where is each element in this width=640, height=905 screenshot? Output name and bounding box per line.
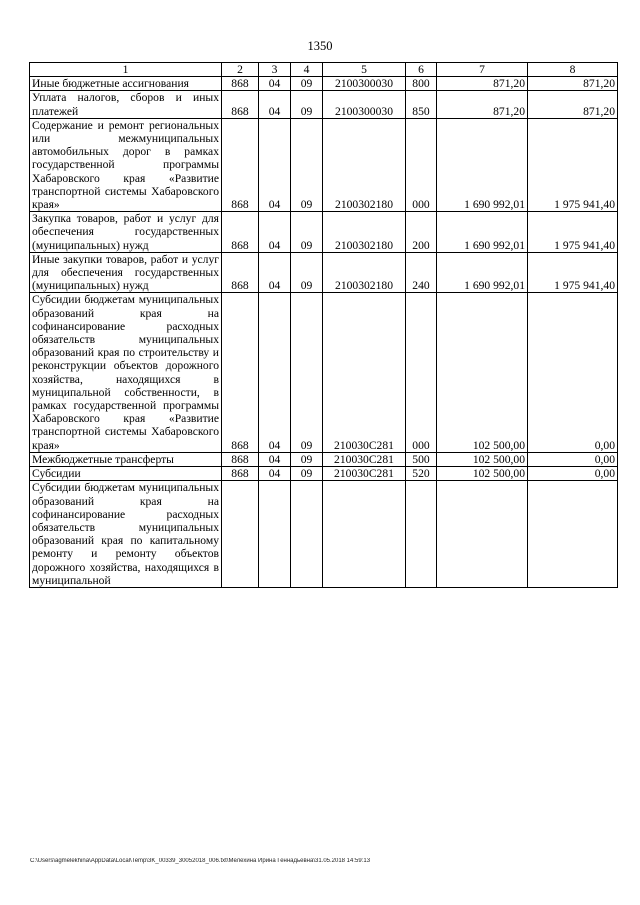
section-code: 04 <box>259 293 291 452</box>
section-code: 04 <box>259 77 291 91</box>
file-path-footer: C:\Users\agmelekhina\AppData\Local\Temp\3K_00339_30052018_006.txt\Мелехина Ирина Геннадьевна\31.05.2018 14:59:13 <box>30 858 371 864</box>
subsection-code: 09 <box>291 91 323 118</box>
item-name: Уплата налогов, сборов и иных платежей <box>30 91 222 118</box>
section-code: 04 <box>259 252 291 293</box>
item-name: Субсидии бюджетам муниципальных образований края на софинансирование расходных обязательств муниципальных образований края по капитальному ремонту и ремонту объектов дорожного хозяйства, находящихся в муниципальной <box>30 481 222 588</box>
ministry-code: 868 <box>222 293 259 452</box>
amount-year-1: 1 690 992,01 <box>437 252 528 293</box>
table-row <box>30 91 618 118</box>
page-number: 1350 <box>307 39 333 53</box>
table-row <box>30 467 618 481</box>
table-row <box>30 293 618 452</box>
section-code: 04 <box>259 212 291 253</box>
budget-table <box>29 62 618 588</box>
amount-year-2: 871,20 <box>528 91 618 118</box>
target-item-code: 2100302180 <box>323 212 406 253</box>
expense-type-code: 240 <box>406 252 437 293</box>
ministry-code: 868 <box>222 467 259 481</box>
expense-type-code: 200 <box>406 212 437 253</box>
subsection-code: 09 <box>291 293 323 452</box>
subsection-code: 09 <box>291 252 323 293</box>
subsection-code: 09 <box>291 118 323 211</box>
expense-type-code: 800 <box>406 77 437 91</box>
ministry-code: 868 <box>222 91 259 118</box>
table-row <box>30 77 618 91</box>
table-header-row <box>30 63 618 77</box>
expense-type-code: 500 <box>406 452 437 466</box>
column-header: 5 <box>323 63 406 77</box>
amount-year-2: 0,00 <box>528 293 618 452</box>
item-name: Субсидии <box>30 467 222 481</box>
subsection-code: 09 <box>291 467 323 481</box>
section-code: 04 <box>259 118 291 211</box>
column-header: 1 <box>30 63 222 77</box>
target-item-code: 2100300030 <box>323 77 406 91</box>
item-name: Субсидии бюджетам муниципальных образований края на софинансирование расходных обязательств муниципальных образований края по строительству и реконструкции объектов дорожного хозяйства, находящихся в муниципальной собственности, в рамках государственной программы Хабаровского края «Развитие транспортной системы Хабаровского края» <box>30 293 222 452</box>
amount-year-2: 1 975 941,40 <box>528 118 618 211</box>
table-row <box>30 252 618 293</box>
section-code: 04 <box>259 452 291 466</box>
subsection-code: 09 <box>291 77 323 91</box>
column-header: 8 <box>528 63 618 77</box>
table-row <box>30 212 618 253</box>
amount-year-2: 1 975 941,40 <box>528 212 618 253</box>
amount-year-1: 102 500,00 <box>437 293 528 452</box>
expense-type-code <box>406 481 437 588</box>
ministry-code: 868 <box>222 452 259 466</box>
subsection-code <box>291 481 323 588</box>
table-row <box>30 452 618 466</box>
amount-year-1: 102 500,00 <box>437 452 528 466</box>
amount-year-1: 871,20 <box>437 77 528 91</box>
expense-type-code: 000 <box>406 118 437 211</box>
ministry-code: 868 <box>222 118 259 211</box>
section-code: 04 <box>259 467 291 481</box>
table-row <box>30 481 618 588</box>
item-name: Иные закупки товаров, работ и услуг для обеспечения государственных (муниципальных) нужд <box>30 252 222 293</box>
column-header: 7 <box>437 63 528 77</box>
target-item-code: 2100302180 <box>323 252 406 293</box>
target-item-code: 210030С281 <box>323 452 406 466</box>
ministry-code: 868 <box>222 212 259 253</box>
table-row <box>30 118 618 211</box>
target-item-code: 210030С281 <box>323 293 406 452</box>
section-code: 04 <box>259 91 291 118</box>
amount-year-2: 0,00 <box>528 452 618 466</box>
amount-year-1 <box>437 481 528 588</box>
amount-year-2: 1 975 941,40 <box>528 252 618 293</box>
amount-year-1: 1 690 992,01 <box>437 212 528 253</box>
amount-year-1: 1 690 992,01 <box>437 118 528 211</box>
item-name: Закупка товаров, работ и услуг для обеспечения государственных (муниципальных) нужд <box>30 212 222 253</box>
column-header: 6 <box>406 63 437 77</box>
amount-year-1: 871,20 <box>437 91 528 118</box>
ministry-code <box>222 481 259 588</box>
amount-year-2: 871,20 <box>528 77 618 91</box>
subsection-code: 09 <box>291 212 323 253</box>
section-code <box>259 481 291 588</box>
target-item-code <box>323 481 406 588</box>
subsection-code: 09 <box>291 452 323 466</box>
expense-type-code: 850 <box>406 91 437 118</box>
ministry-code: 868 <box>222 252 259 293</box>
target-item-code: 2100302180 <box>323 118 406 211</box>
amount-year-2 <box>528 481 618 588</box>
item-name: Межбюджетные трансферты <box>30 452 222 466</box>
amount-year-2: 0,00 <box>528 467 618 481</box>
column-header: 3 <box>259 63 291 77</box>
amount-year-1: 102 500,00 <box>437 467 528 481</box>
ministry-code: 868 <box>222 77 259 91</box>
expense-type-code: 520 <box>406 467 437 481</box>
item-name: Содержание и ремонт региональных или межмуниципальных автомобильных дорог в рамках государственной программы Хабаровского края «Развитие транспортной системы Хабаровского края» <box>30 118 222 211</box>
item-name: Иные бюджетные ассигнования <box>30 77 222 91</box>
column-header: 4 <box>291 63 323 77</box>
target-item-code: 2100300030 <box>323 91 406 118</box>
expense-type-code: 000 <box>406 293 437 452</box>
target-item-code: 210030С281 <box>323 467 406 481</box>
column-header: 2 <box>222 63 259 77</box>
